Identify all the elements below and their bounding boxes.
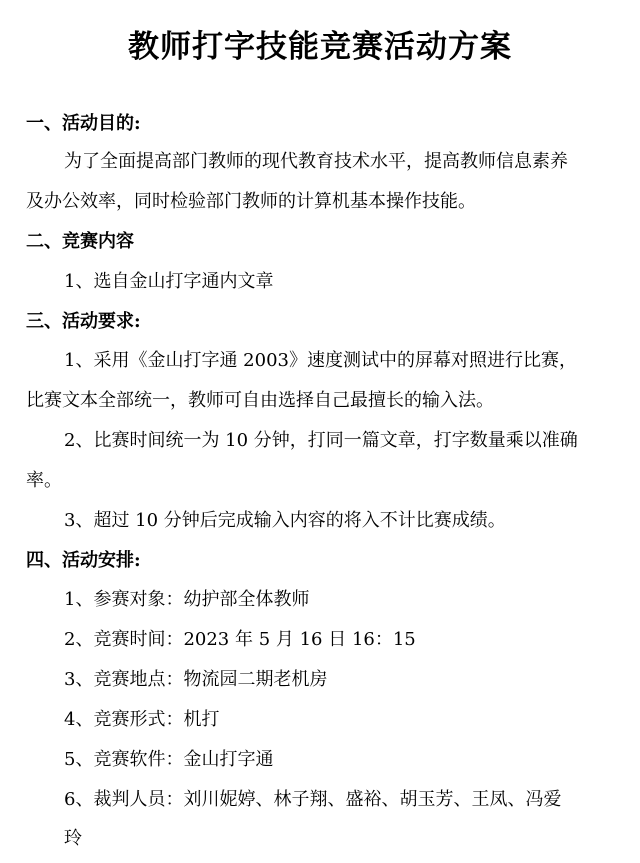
paragraph-line: 及办公效率，同时检验部门教师的计算机基本操作技能。 — [26, 191, 476, 212]
list-item: 3、竞赛地点：物流园二期老机房 — [64, 669, 328, 690]
list-item: 2、竞赛时间：2023 年 5 月 16 日 16：15 — [64, 629, 416, 650]
paragraph-line: 为了全面提高部门教师的现代教育技术水平，提高教师信息素养 — [64, 151, 568, 172]
list-item: 2、比赛时间统一为 10 分钟，打同一篇文章，打字数量乘以准确 — [64, 430, 578, 451]
list-item: 1、采用《金山打字通 2003》速度测试中的屏幕对照进行比赛， — [64, 350, 577, 371]
section-heading-purpose: 一、活动目的: — [26, 113, 141, 134]
paragraph-line: 率。 — [26, 470, 62, 491]
document-title: 教师打字技能竞赛活动方案 — [128, 29, 512, 65]
list-item: 4、竞赛形式：机打 — [64, 709, 220, 730]
paragraph-line: 比赛文本全部统一，教师可自由选择自己最擅长的输入法。 — [26, 390, 494, 411]
list-item: 6、裁判人员：刘川妮婷、林子翔、盛裕、胡玉芳、王凤、冯爱 — [64, 789, 562, 810]
section-heading-content: 二、竞赛内容 — [26, 231, 134, 252]
section-heading-requirements: 三、活动要求: — [26, 311, 141, 332]
section-heading-arrangements: 四、活动安排: — [26, 550, 141, 571]
paragraph-line: 玲 — [64, 828, 82, 849]
list-item: 1、选自金山打字通内文章 — [64, 271, 274, 292]
list-item: 5、竞赛软件：金山打字通 — [64, 749, 274, 770]
list-item: 3、超过 10 分钟后完成输入内容的将入不计比赛成绩。 — [64, 510, 506, 531]
list-item: 1、参赛对象：幼护部全体教师 — [64, 589, 310, 610]
